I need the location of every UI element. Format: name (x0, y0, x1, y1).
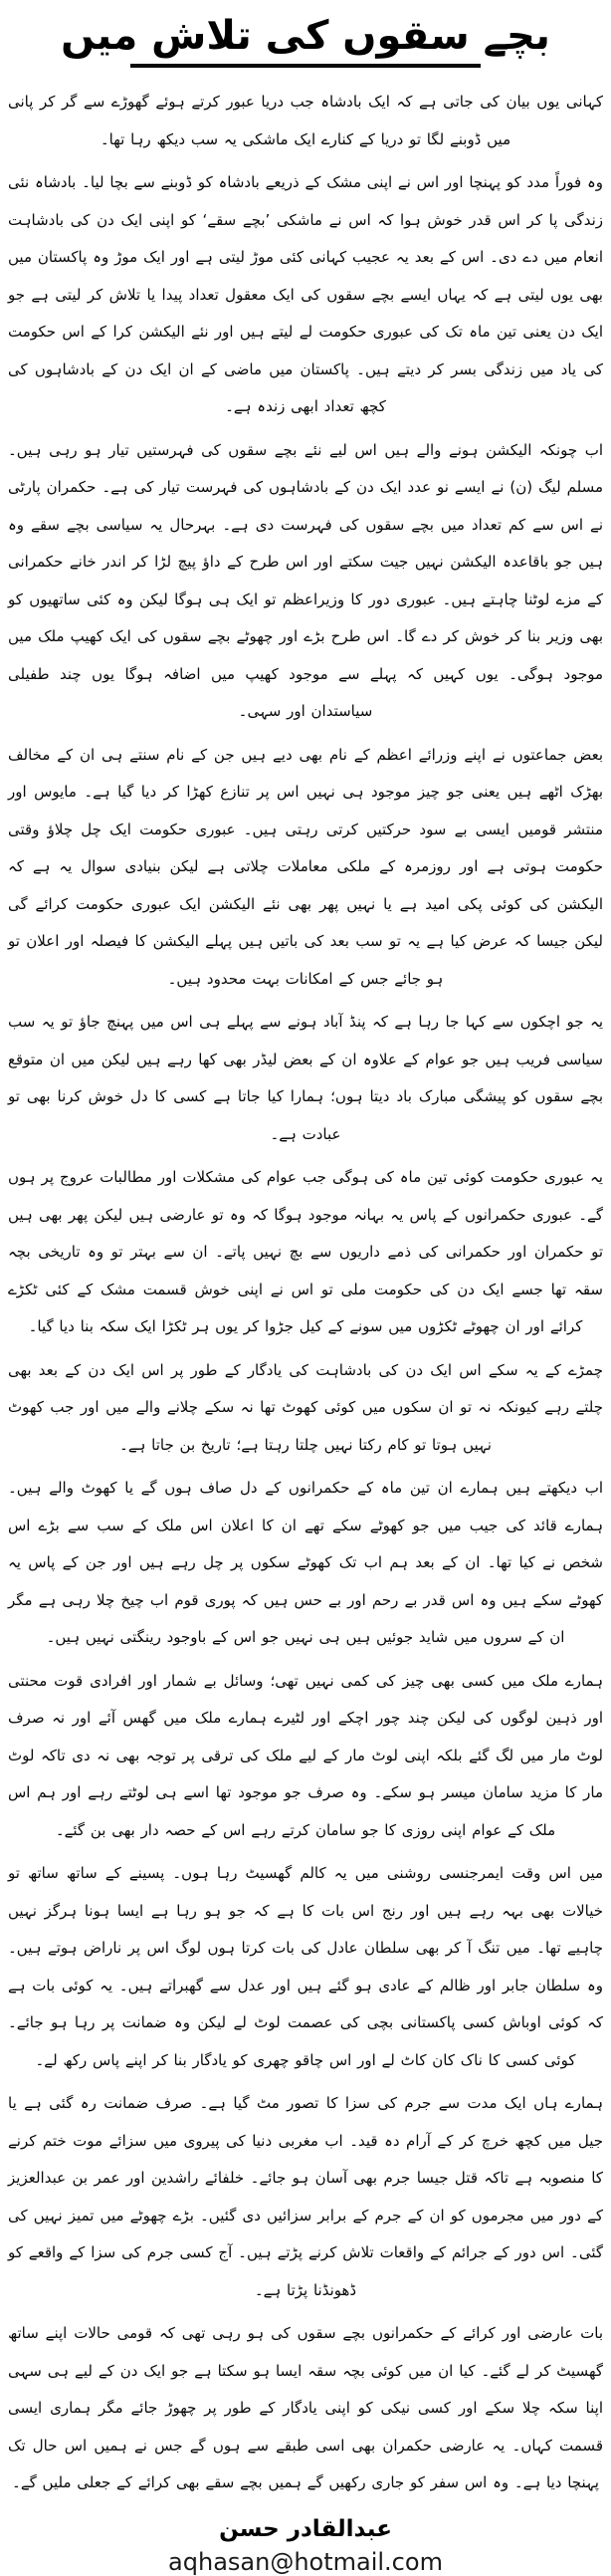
article-title: بچے سقوں کی تلاش میں (61, 13, 550, 59)
article-paragraph: ہمارے ہاں ایک مدت سے جرم کی سزا کا تصور مٹ گیا ہے۔ صرف ضمانت رہ گئی ہے یا جیل میں کچھ خرچ کر کے آرام دہ قید۔ اب مغربی دنیا کی پیروی میں سزائے موت ختم کرنے کا منصوبہ ہے تاکہ قتل جیسا جرم بھی آسان ہو جائے۔ خلفائے راشدین اور عمر بن عبدالعزیز کے دور میں مجرموں کو ان کے جرم کے برابر سزائیں دی گئیں۔ بڑے چھوٹے میں تمیز نہیں کی گئی۔ اس دور کے جرائم کے واقعات تلاش کرنے پڑتے ہیں۔ آج کسی جرم کی سزا کے واقعے کو ڈھونڈنا پڑتا ہے۔ (8, 2094, 603, 2299)
article-paragraph: اب دیکھتے ہیں ہمارے ان تین ماہ کے حکمرانوں کے دل صاف ہوں گے یا کھوٹ والے ہیں۔ ہمارے قائد کی جیب میں جو کھوٹے سکے تھے ان کا اعلان اس ملک کے سب سے بڑے اس شخص نے کیا تھا۔ ان کے بعد ہم اب تک کھوٹے سکوں پر چل رہے ہیں اور جن کے پاس یہ کھوٹے سکے ہیں وہ اس قدر بے رحم اور بے حس ہیں کہ پوری قوم اب چیخ چلا رہی ہے مگر ان کے سروں میں شاید جوئیں ہیں ہی نہیں جو اس کے باوجود رینگتی نہیں ہیں۔ (8, 1479, 603, 1646)
article-paragraph: وہ فوراً مدد کو پہنچا اور اس نے اپنی مشک کے ذریعے بادشاہ کو ڈوبنے سے بچا لیا۔ بادشاہ نئی زندگی پا کر اس قدر خوش ہوا کہ اس نے ماشکی ’بچے سقے‘ کو اپنی ایک دن کی بادشاہت انعام میں دے دی۔ اس کے بعد یہ عجیب کہانی کئی موڑ لیتی ہے اور ایک موڑ وہ پاکستان میں بھی یوں لیتی ہے کہ یہاں ایسے بچے سقوں کی ایک معقول تعداد پیدا یا تلاش کر لیتی ہے جو ایک دن یعنی تین ماہ تک کی عبوری حکومت لے لیتے ہیں اور نئے الیکشن کرا کے اس حکومت کی یاد میں زندگی بسر کر دیتے ہیں۔ پاکستان میں ماضی کے ان ایک دن کے بادشاہوں کی کچھ تعداد ابھی زندہ ہے۔ (8, 173, 603, 415)
article-body (8, 84, 603, 2502)
article-paragraph: ہمارے ملک میں کسی بھی چیز کی کمی نہیں تھی؛ وسائل بے شمار اور افرادی قوت محنتی اور ذہین لوگوں کی لیکن چند چور اچکے اور لٹیرے ہمارے ملک میں گھس آئے اور نہ صرف لوٹ مار میں لگ گئے بلکہ اپنی لوٹ مار کے لیے ملک کی ترقی پر توجہ بھی نہ دی تاکہ لوٹ مار کا مزید سامان میسر ہو سکے۔ وہ صرف جو موجود تھا اسے ہی لوٹتے رہے اور ہم اس ملک کے عوام اپنی روزی کا جو سامان کرتے رہے اس کے حصہ دار بھی بن گئے۔ (8, 1671, 603, 1839)
title-divider (130, 64, 481, 68)
article-paragraph: کہانی یوں بیان کی جاتی ہے کہ ایک بادشاہ جب دریا عبور کرتے ہوئے گھوڑے سے گر کر پانی میں ڈوبنے لگا تو دریا کے کنارے ایک ماشکی یہ سب دیکھ رہا تھا۔ (8, 93, 603, 148)
article-paragraph: میں اس وقت ایمرجنسی روشنی میں یہ کالم گھسیٹ رہا ہوں۔ پسینے کے ساتھ ساتھ تو خیالات بھی بہہ رہے ہیں اور رنج اس بات کا ہے کہ جو ہو رہا ہے ایسا ہونا ہرگز نہیں چاہیے تھا۔ میں تنگ آ کر بھی سلطان عادل کی بات کرتا ہوں لوگ اس پر ناراض ہوتے ہیں۔ وہ سلطان جابر اور ظالم کے عادی ہو گئے ہیں اور عدل سے گھبراتے ہیں۔ یہ کوئی بات ہے کہ کوئی اوباش کسی پاکستانی بچی کی عصمت لوٹ لے لیکن وہ ضمانت پر رہا ہو جائے۔ کوئی کسی کا ناک کان کاٹ لے اور اس چاقو چھری کو یادگار بنا کر اپنے پاس رکھ لے۔ (8, 1864, 603, 2069)
article-paragraph: چمڑے کے یہ سکے اس ایک دن کی بادشاہت کی یادگار کے طور پر اس ایک دن کے بعد بھی چلتے رہے کیونکہ نہ تو ان سکوں میں کوئی کھوٹ تھا نہ سکے چلانے والے میں اور جب کھوٹ نہیں ہوتا تو کام رکتا نہیں چلتا رہتا ہے؛ تاریخ بن جاتا ہے۔ (8, 1360, 603, 1454)
article-paragraph: بات عارضی اور کرائے کے حکمرانوں بچے سقوں کی ہو رہی تھی کہ قومی حالات اپنے ساتھ گھسیٹ کر لے گئے۔ کیا ان میں کوئی بچہ سقہ ایسا ہو سکتا ہے جو ایک دن کے لیے ہی سہی اپنا سکہ چلا سکے اور کسی نیکی کو اپنی یادگار کے طور پر چھوڑ جائے مگر ہماری ایسی قسمت کہاں۔ یہ عارضی حکمران بھی اسی طبقے سے ہوں گے جس نے ہمیں اس حال تک پہنچا دیا ہے۔ وہ اس سفر کو جاری رکھیں گے ہمیں بچے سقے بھی کرائے کے جعلی ملیں گے۔ (8, 2324, 603, 2491)
article-paragraph: یہ جو اچکوں سے کہا جا رہا ہے کہ پنڈ آباد ہونے سے پہلے ہی اس میں پہنچ جاؤ تو یہ سب سیاسی فریب ہیں جو عوام کے علاوہ ان کے بعض لیڈر بھی کھا رہے ہیں لیکن میں ان متوقع بچے سقوں کو پیشگی مبارک باد دیتا ہوں؛ ہمارا کیا جاتا ہے کسی کا دل خوش کرنا بھی تو عبادت ہے۔ (8, 1013, 603, 1143)
article-paragraph: یہ عبوری حکومت کوئی تین ماہ کی ہوگی جب عوام کی مشکلات اور مطالبات عروج پر ہوں گے۔ عبوری حکمرانوں کے پاس یہ بہانہ موجود ہوگا کہ وہ تو عارضی ہیں لیکن پھر بھی ہیں تو حکمران اور حکمرانی کی ذمے داریوں سے بچ نہیں پاتے۔ ان سے بہتر تو وہ تاریخی بچہ سقہ تھا جسے ایک دن کی حکومت ملی تو اس نے اپنی خوش قسمت مشک کے کئی ٹکڑے کرائے اور ان چھوٹے ٹکڑوں میں سونے کے کیل جڑوا کر یوں ہر ٹکڑا ایک سکہ بنا دیا گیا۔ (8, 1168, 603, 1335)
article-paragraph: بعض جماعتوں نے اپنے وزرائے اعظم کے نام بھی دیے ہیں جن کے نام سنتے ہی ان کے مخالف بھڑک اٹھے ہیں یعنی جو چیز موجود ہی نہیں اس پر تنازع کھڑا کر دیا گیا ہے۔ مایوس اور منتشر قومیں ایسی بے سود حرکتیں کرتی رہتی ہیں۔ عبوری حکومت ایک چل چلاؤ وقتی حکومت ہوتی ہے اور روزمرہ کے ملکی معاملات چلاتی ہے لیکن بنیادی سوال یہ ہے کہ الیکشن کی کوئی پکی امید ہے یا نہیں پھر بھی نئے الیکشن ایک عبوری حکومت کرائے گی لیکن جیسا کہ عرض کیا ہے یہ تو سب بعد کی باتیں ہیں پہلے الیکشن کا فیصلہ اور اعلان تو ہو جائے جس کے امکانات بہت محدود ہیں۔ (8, 745, 603, 988)
author-name: عبدالقادر حسن (219, 2515, 392, 2542)
article-paragraph: اب چونکہ الیکشن ہونے والے ہیں اس لیے نئے بچے سقوں کی فہرستیں تیار ہو رہی ہیں۔ مسلم لیگ (ن) نے ایسے نو عدد ایک دن کے بادشاہوں کی فہرست تیار کی ہے۔ حکمران پارٹی نے اس سے کم تعداد میں بچے سقوں کی فہرست دی ہے۔ بہرحال یہ سیاسی بچے سقے وہ ہیں جو باقاعدہ الیکشن نہیں جیت سکتے اور اس طرح کے داؤ پیچ لڑا کر اندر خانے حکمرانی کے مزے لوٹنا چاہتے ہیں۔ عبوری دور کا وزیراعظم تو ایک ہی ہوگا لیکن وہ کئی ساتھیوں کو بھی وزیر بنا کر خوش کر دے گا۔ اس طرح بڑے اور چھوٹے بچے سقوں کی ایک کھیپ ملک میں موجود ہوگی۔ یوں کہیں کہ پہلے سے موجود کھیپ میں اضافہ ہوگا یوں چند طفیلی سیاستدان اور سہی۔ (8, 440, 603, 720)
author-email: aqhasan@hotmail.com (168, 2547, 443, 2576)
